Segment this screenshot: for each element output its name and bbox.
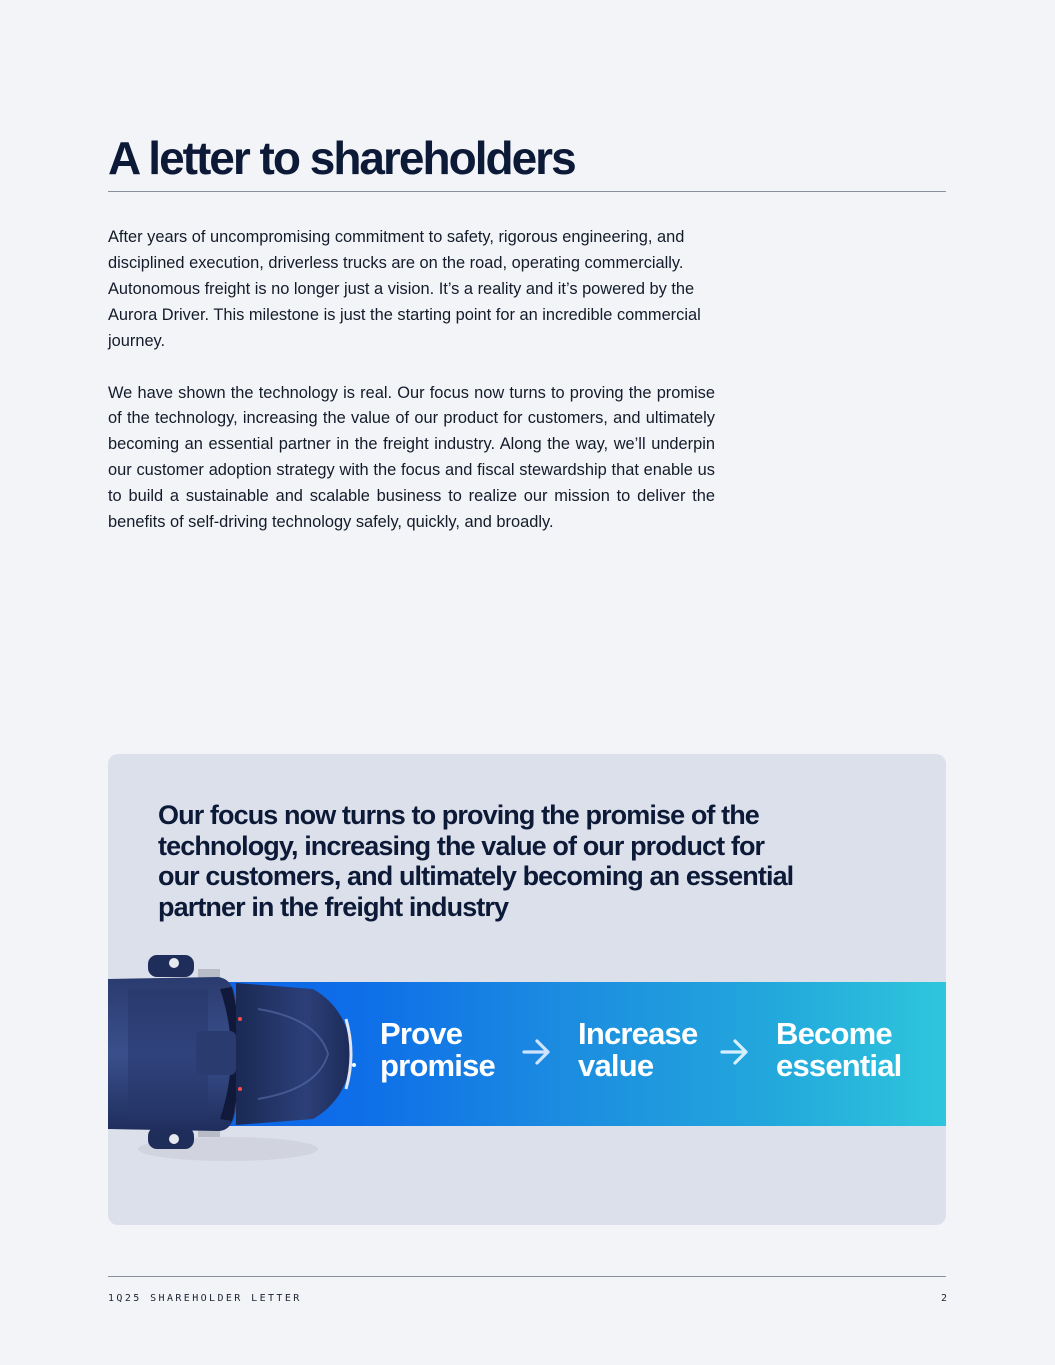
step-increase-value: [578, 1018, 697, 1082]
focus-panel: [108, 754, 946, 1225]
paragraph-1: After years of uncompromising commitment to safety, rigorous engineering, and disciplined execution, driverless trucks are on the road, operating commercially. Autonomous freight is no longer just a vision. It’s a reality and it’s powered by the Aurora Driver. This milestone is just the starting point for an incredible commercial journey.: [108, 228, 701, 350]
focus-quote: Our focus now turns to proving the promise of the technology, increasing the value of our product for our customers, and ultimately becoming an essential partner in the freight industry: [158, 800, 794, 922]
arrow-right-icon: [522, 1038, 552, 1066]
truck-illustration: [108, 949, 358, 1169]
footer-divider: [108, 1276, 946, 1277]
title-divider: [108, 191, 946, 192]
paragraph-2: We have shown the technology is real. Our focus now turns to proving the promise of the technology, increasing the value of our product for customers, and ultimately becoming an essential partner in the freight industry. Along the way, we’ll underpin our customer adoption strategy with the focus and fiscal stewardship that enable us to build a sustainable and scalable business to realize our mission to deliver the benefits of self-driving technology safely, quickly, and broadly.: [108, 383, 715, 532]
letter-body: [108, 225, 715, 562]
page-title: A letter to shareholders: [108, 132, 575, 184]
step-line: Increase: [578, 1016, 698, 1051]
page-number: 2: [940, 1293, 947, 1304]
step-line: promise: [380, 1048, 495, 1083]
footer-label: 1Q25 SHAREHOLDER LETTER: [108, 1293, 302, 1304]
step-prove-promise: [380, 1018, 495, 1082]
arrow-right-icon: [720, 1038, 750, 1066]
step-line: essential: [776, 1048, 902, 1083]
step-line: value: [578, 1048, 654, 1083]
step-line: Become: [776, 1016, 892, 1051]
step-become-essential: [776, 1018, 902, 1082]
step-line: Prove: [380, 1016, 463, 1051]
